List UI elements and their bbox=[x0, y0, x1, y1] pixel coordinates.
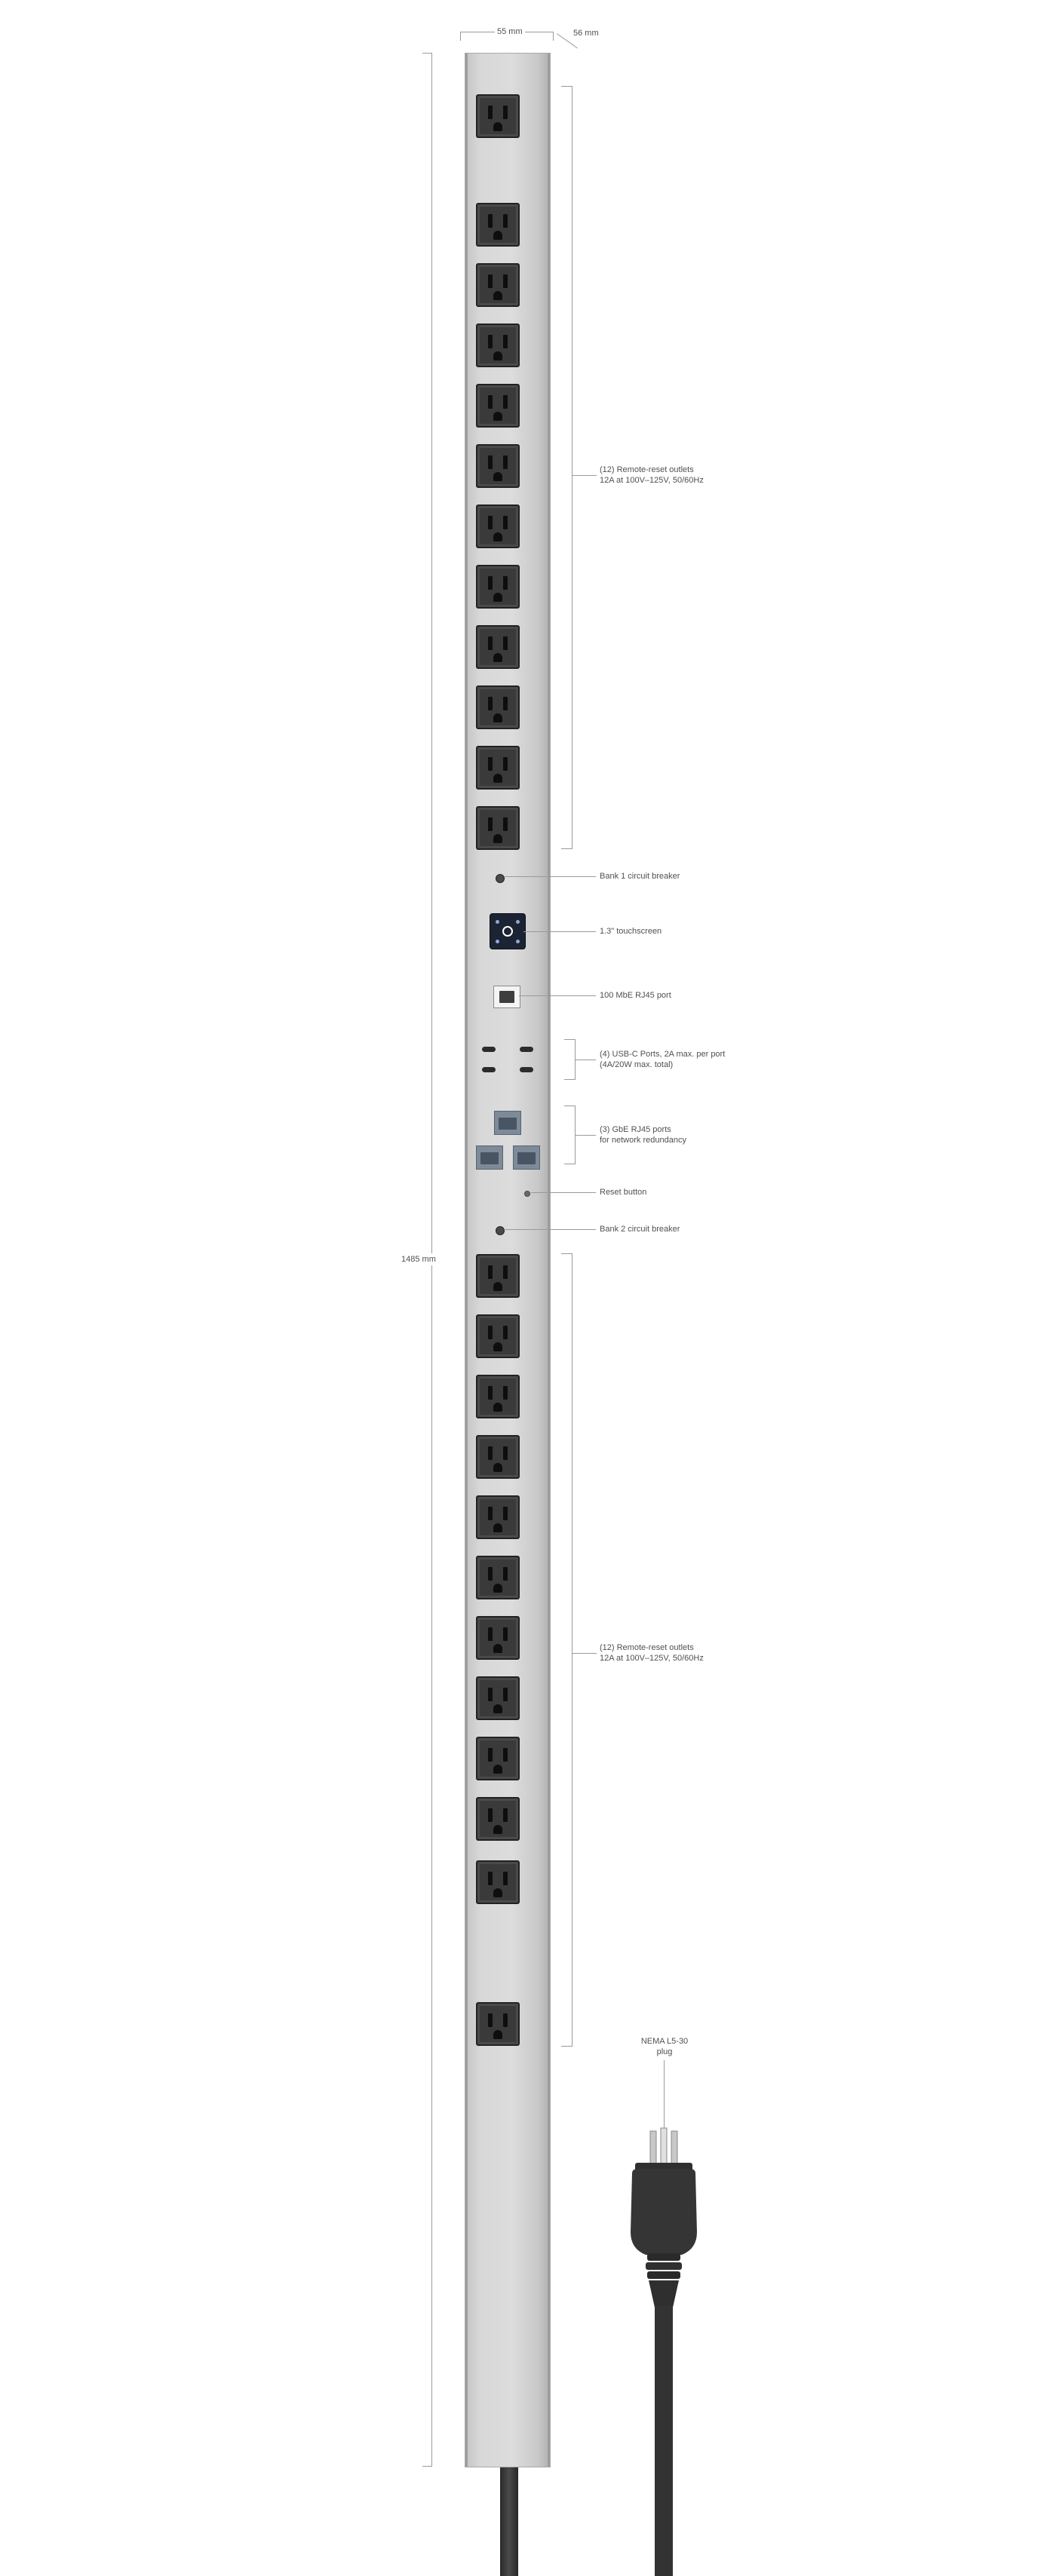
bracket-top-outlets-vertical bbox=[572, 86, 573, 849]
outlet-slot-icon bbox=[503, 2013, 508, 2027]
outlet-slot-icon bbox=[488, 2013, 493, 2027]
outlet-ground-icon bbox=[493, 774, 502, 783]
width-dim-tick-left bbox=[460, 32, 461, 41]
outlet-ground-icon bbox=[493, 653, 502, 662]
callout-plug: NEMA L5-30 plug bbox=[640, 2037, 689, 2056]
outlet-slot-icon bbox=[488, 1567, 493, 1581]
outlet-slot-icon bbox=[503, 697, 508, 710]
outlet-slot-icon bbox=[503, 106, 508, 119]
outlet-ground-icon bbox=[493, 472, 502, 481]
outlet-receptacle bbox=[476, 94, 520, 138]
outlet-slot-icon bbox=[503, 1265, 508, 1279]
leader-rj45-100 bbox=[519, 995, 596, 996]
outlet-ground-icon bbox=[493, 1523, 502, 1532]
outlet-slot-icon bbox=[488, 1326, 493, 1339]
outlet-slot-icon bbox=[503, 1748, 508, 1762]
outlet-slot-icon bbox=[488, 697, 493, 710]
height-dim-label: 1485 mm bbox=[401, 1255, 436, 1264]
callout-rj45-100: 100 MbE RJ45 port bbox=[600, 991, 671, 1000]
outlet-slot-icon bbox=[488, 817, 493, 831]
rj45-jack-icon bbox=[517, 1152, 536, 1165]
outlet-slot-icon bbox=[488, 106, 493, 119]
outlet-ground-icon bbox=[493, 1584, 502, 1593]
outlet-slot-icon bbox=[488, 516, 493, 529]
outlet-receptacle bbox=[476, 263, 520, 307]
plug-prong bbox=[671, 2131, 677, 2166]
outlet-slot-icon bbox=[503, 1446, 508, 1460]
gbe-port[interactable] bbox=[513, 1145, 540, 1170]
outlet-slot-icon bbox=[488, 1386, 493, 1400]
reset-button[interactable] bbox=[524, 1191, 530, 1197]
outlet-slot-icon bbox=[503, 335, 508, 348]
outlet-ground-icon bbox=[493, 2030, 502, 2039]
plug-ring bbox=[647, 2253, 680, 2261]
leader-reset bbox=[531, 1192, 596, 1193]
outlet-ground-icon bbox=[493, 1825, 502, 1834]
bracket-bottom-outlets-cap bbox=[561, 2046, 573, 2047]
plug-body bbox=[631, 2169, 697, 2255]
pdu-left-edge bbox=[465, 54, 468, 2467]
outlet-slot-icon bbox=[503, 455, 508, 469]
callout-gbe: (3) GbE RJ45 ports for network redundancy bbox=[600, 1125, 686, 1145]
plug-ring bbox=[647, 2271, 680, 2279]
outlet-receptacle bbox=[476, 806, 520, 850]
outlet-slot-icon bbox=[488, 1748, 493, 1762]
outlet-ground-icon bbox=[493, 1644, 502, 1653]
callout-reset: Reset button bbox=[600, 1188, 647, 1197]
screen-dot-icon bbox=[516, 940, 520, 943]
outlet-ground-icon bbox=[493, 1765, 502, 1774]
outlet-receptacle bbox=[476, 565, 520, 609]
outlet-slot-icon bbox=[503, 636, 508, 650]
gbe-port[interactable] bbox=[494, 1111, 521, 1135]
leader-touchscreen bbox=[523, 931, 596, 932]
width-dim-tick-right bbox=[553, 32, 554, 41]
outlet-slot-icon bbox=[488, 1627, 493, 1641]
outlet-slot-icon bbox=[503, 1567, 508, 1581]
outlet-ground-icon bbox=[493, 1403, 502, 1412]
outlet-receptacle bbox=[476, 1676, 520, 1720]
usbc-port[interactable] bbox=[482, 1067, 496, 1072]
outlet-ground-icon bbox=[493, 593, 502, 602]
outlet-slot-icon bbox=[503, 757, 508, 771]
leader-bank1 bbox=[504, 876, 596, 877]
outlet-ground-icon bbox=[493, 231, 502, 240]
outlet-ground-icon bbox=[493, 713, 502, 722]
outlet-slot-icon bbox=[503, 516, 508, 529]
outlet-slot-icon bbox=[488, 214, 493, 228]
callout-outlets-bottom: (12) Remote-reset outlets 12A at 100V–125V, 50/60Hz bbox=[600, 1643, 704, 1663]
outlet-receptacle bbox=[476, 1375, 520, 1418]
gbe-port[interactable] bbox=[476, 1145, 503, 1170]
callout-bank2-breaker: Bank 2 circuit breaker bbox=[600, 1225, 680, 1234]
screen-dot-icon bbox=[516, 920, 520, 924]
usbc-port[interactable] bbox=[520, 1047, 533, 1052]
bracket-top-outlets-cap bbox=[561, 86, 573, 87]
pdu-right-edge bbox=[548, 54, 550, 2467]
rj45-jack-icon bbox=[499, 1118, 517, 1130]
outlet-ground-icon bbox=[493, 122, 502, 131]
nema-plug bbox=[619, 2127, 709, 2576]
callout-outlets-top: (12) Remote-reset outlets 12A at 100V–125V, 50/60Hz bbox=[600, 465, 704, 485]
outlet-slot-icon bbox=[503, 1507, 508, 1520]
plug-strain-relief bbox=[649, 2280, 679, 2308]
outlet-slot-icon bbox=[488, 1688, 493, 1701]
outlet-receptacle bbox=[476, 324, 520, 367]
outlet-slot-icon bbox=[503, 1872, 508, 1885]
outlet-slot-icon bbox=[503, 576, 508, 590]
outlet-slot-icon bbox=[488, 1265, 493, 1279]
width-dim-label: 55 mm bbox=[495, 27, 525, 36]
outlet-receptacle bbox=[476, 444, 520, 488]
bracket-gbe-leader bbox=[576, 1135, 596, 1136]
outlet-slot-icon bbox=[488, 1808, 493, 1822]
outlet-slot-icon bbox=[488, 636, 493, 650]
outlet-ground-icon bbox=[493, 834, 502, 843]
plug-cable bbox=[655, 2306, 673, 2576]
outlet-slot-icon bbox=[503, 1808, 508, 1822]
outlet-receptacle bbox=[476, 384, 520, 428]
height-dim-tick-top bbox=[422, 53, 432, 54]
outlet-slot-icon bbox=[488, 274, 493, 288]
callout-bank1-breaker: Bank 1 circuit breaker bbox=[600, 872, 680, 881]
outlet-slot-icon bbox=[503, 395, 508, 409]
leader-bank2 bbox=[504, 1229, 596, 1230]
plug-ring bbox=[646, 2262, 682, 2270]
bracket-usbc-cap bbox=[564, 1039, 576, 1040]
screen-dot-icon bbox=[496, 920, 499, 924]
plug-prong bbox=[650, 2131, 656, 2166]
bracket-top-outlets-cap bbox=[561, 848, 573, 849]
bracket-bottom-outlets-cap bbox=[561, 1253, 573, 1254]
outlet-ground-icon bbox=[493, 1704, 502, 1713]
callout-touchscreen: 1.3" touchscreen bbox=[600, 927, 662, 936]
height-dim-tick-bottom bbox=[422, 2466, 432, 2467]
outlet-slot-icon bbox=[503, 1627, 508, 1641]
outlet-slot-icon bbox=[488, 1507, 493, 1520]
outlet-slot-icon bbox=[488, 1872, 493, 1885]
outlet-receptacle bbox=[476, 746, 520, 790]
outlet-ground-icon bbox=[493, 351, 502, 360]
bank1-breaker-icon[interactable] bbox=[496, 874, 505, 883]
outlet-receptacle bbox=[476, 2002, 520, 2046]
bracket-bottom-outlets-leader bbox=[573, 1653, 597, 1654]
outlet-slot-icon bbox=[503, 274, 508, 288]
outlet-slot-icon bbox=[488, 395, 493, 409]
touchscreen[interactable] bbox=[490, 913, 526, 949]
outlet-slot-icon bbox=[488, 576, 493, 590]
outlet-ground-icon bbox=[493, 1282, 502, 1291]
depth-dim-label: 56 mm bbox=[573, 29, 599, 38]
usbc-port[interactable] bbox=[520, 1067, 533, 1072]
outlet-slot-icon bbox=[488, 757, 493, 771]
outlet-slot-icon bbox=[488, 335, 493, 348]
outlet-slot-icon bbox=[503, 1326, 508, 1339]
screen-dot-icon bbox=[496, 940, 499, 943]
outlet-receptacle bbox=[476, 1435, 520, 1479]
outlet-receptacle bbox=[476, 1737, 520, 1780]
outlet-ground-icon bbox=[493, 1463, 502, 1472]
outlet-slot-icon bbox=[503, 1688, 508, 1701]
plug-prong bbox=[661, 2128, 667, 2166]
outlet-ground-icon bbox=[493, 1342, 502, 1351]
bank2-breaker-icon[interactable] bbox=[496, 1226, 505, 1235]
outlet-receptacle bbox=[476, 1495, 520, 1539]
outlet-receptacle bbox=[476, 504, 520, 548]
outlet-slot-icon bbox=[488, 1446, 493, 1460]
outlet-receptacle bbox=[476, 1616, 520, 1660]
outlet-ground-icon bbox=[493, 291, 502, 300]
bracket-top-outlets-leader bbox=[573, 475, 597, 476]
outlet-receptacle bbox=[476, 1860, 520, 1904]
outlet-slot-icon bbox=[488, 455, 493, 469]
outlet-receptacle bbox=[476, 625, 520, 669]
screen-ring-icon bbox=[502, 926, 513, 937]
pdu-power-cable bbox=[500, 2464, 518, 2576]
outlet-slot-icon bbox=[503, 1386, 508, 1400]
outlet-receptacle bbox=[476, 1314, 520, 1358]
rj45-100mbe-port[interactable] bbox=[493, 986, 520, 1008]
outlet-receptacle bbox=[476, 1254, 520, 1298]
pdu-housing bbox=[465, 53, 551, 2467]
outlet-receptacle bbox=[476, 203, 520, 247]
outlet-ground-icon bbox=[493, 1888, 502, 1897]
callout-usbc: (4) USB-C Ports, 2A max. per port (4A/20W max. total) bbox=[600, 1050, 726, 1069]
rj45-jack-icon bbox=[480, 1152, 499, 1165]
outlet-slot-icon bbox=[503, 817, 508, 831]
outlet-slot-icon bbox=[503, 214, 508, 228]
bracket-bottom-outlets-vertical bbox=[572, 1253, 573, 2047]
rj45-jack-icon bbox=[499, 991, 514, 1003]
outlet-ground-icon bbox=[493, 412, 502, 421]
outlet-ground-icon bbox=[493, 532, 502, 541]
outlet-receptacle bbox=[476, 685, 520, 729]
usbc-port[interactable] bbox=[482, 1047, 496, 1052]
outlet-receptacle bbox=[476, 1556, 520, 1599]
outlet-receptacle bbox=[476, 1797, 520, 1841]
bracket-usbc-cap bbox=[564, 1079, 576, 1080]
